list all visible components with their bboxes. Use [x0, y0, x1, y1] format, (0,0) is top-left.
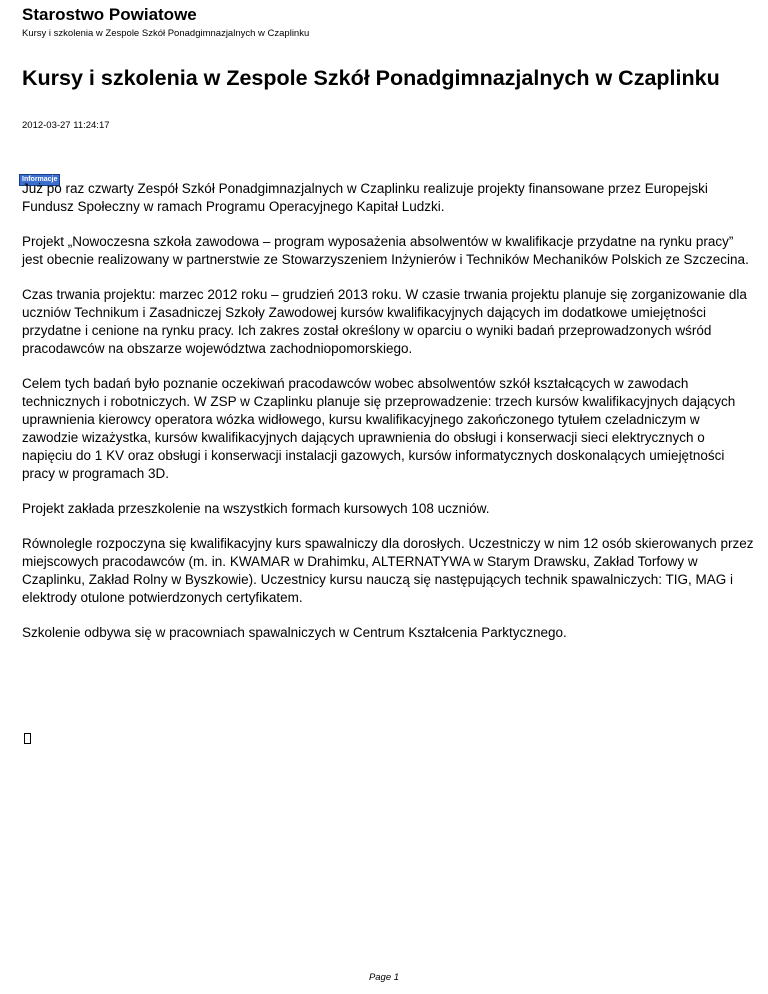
article-paragraph: Projekt „Nowoczesna szkoła zawodowa – program wyposażenia absolwentów w kwalifikacje przydatne na rynku pracy” jest obecnie realizowany w partnerstwie ze Stowarzyszeniem Inżynierów i Techników Mechaników Polskich ze Szczecina.	[22, 234, 749, 267]
article-paragraph: Już po raz czwarty Zespół Szkół Ponadgimnazjalnych w Czaplinku realizuje projekty finansowane przez Europejski Fundusz Społeczny w ramach Programu Operacyjnego Kapitał Ludzki.	[22, 181, 708, 214]
page-title: Kursy i szkolenia w Zespole Szkół Ponadgimnazjalnych w Czaplinku	[22, 66, 720, 90]
article-paragraph: Czas trwania projektu: marzec 2012 roku – grudzień 2013 roku. W czasie trwania projektu planuje się zorganizowanie dla uczniów Technikum i Zasadniczej Szkoły Zawodowej kursów kwalifikacyjnych dających im dodatkowe umiejętności przydatne i cenione na rynku pracy. Ich zakres został określony w oparciu o wyniki badań przeprowadzonych wśród pracodawców na obszarze województwa zachodniopomorskiego.	[22, 287, 747, 356]
breadcrumb: Kursy i szkolenia w Zespole Szkół Ponadgimnazjalnych w Czaplinku	[22, 28, 310, 39]
article-paragraph: Równolegle rozpoczyna się kwalifikacyjny kurs spawalniczy dla dorosłych. Uczestniczy w nim 12 osób skierowanych przez miejscowych pracodawców (m. in. KWAMAR w Drahimku, ALTERNATYWA w Starym Drawsku, Zakład Torfowy w Czaplinku, Zakład Rolny w Byszkowie). Uczestnicy kursu nauczą się następujących technik spawalniczych: TIG, MAG i elektrody otulone potwierdzonych certyfikatem.	[22, 536, 754, 605]
article-paragraph: Projekt zakłada przeszkolenie na wszystkich formach kursowych 108 uczniów.	[22, 501, 490, 516]
category-badge: Informacje	[19, 174, 60, 186]
article-content	[22, 180, 754, 659]
article-paragraph: Celem tych badań było poznanie oczekiwań pracodawców wobec absolwentów szkół kształcących w zawodach technicznych i robotniczych. W ZSP w Czaplinku planuje się przeprowadzenie: trzech kursów kwalifikacyjnych dających uprawnienia kierowcy operatora wózka widłowego, kursu kwalifikacyjnego zakończonego tytułem czeladniczym w zawodzie wizażystka, kursów kwalifikacyjnych dających uprawnienia do obsługi i konserwacji sieci elektrycznych o napięciu do 1 KV oraz obsługi i konserwacji instalacji gazowych, kursów informatycznych doskonalących umiejętności pracy w programach 3D.	[22, 376, 736, 481]
article-timestamp: 2012-03-27 11:24:17	[22, 120, 110, 131]
site-title: Starostwo Powiatowe	[22, 5, 197, 24]
page-number: Page 1	[368, 972, 400, 983]
article-paragraph: Szkolenie odbywa się w pracowniach spawalniczych w Centrum Kształcenia Parktycznego.	[22, 625, 567, 640]
missing-glyph-icon	[24, 733, 31, 744]
